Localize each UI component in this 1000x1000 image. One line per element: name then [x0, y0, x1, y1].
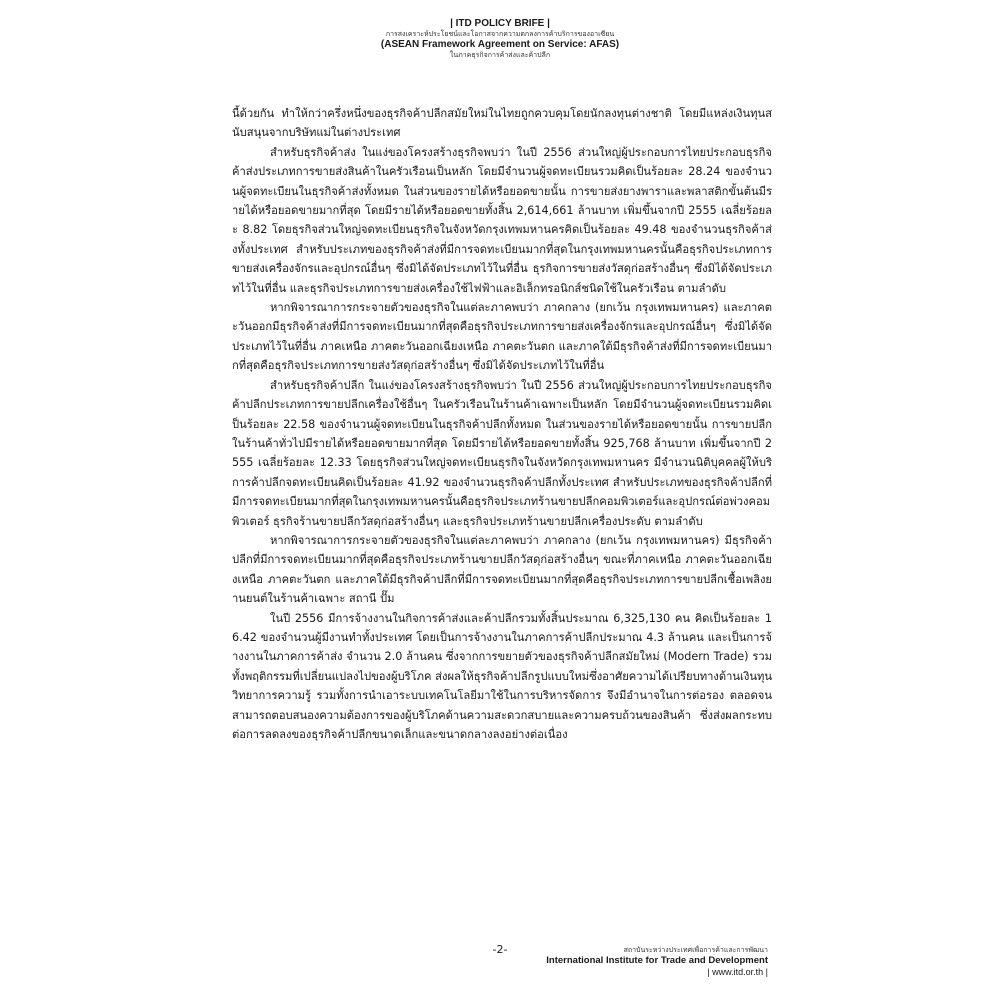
paragraph: หากพิจารณาการกระจายตัวของธุรกิจในแต่ละภาคพบว่า ภาคกลาง (ยกเว้น กรุงเทพมหานคร) มีธุรกิจค้าปลีกที่มีการจดทะเบียนมากที่สุดคือธุรกิจประเภทร้านขายปลีกวัสดุก่อสร้างอื่นๆ ขณะที่ภาคเหนือ ภาคตะวันออกเฉียงเหนือ ภาคตะวันตก และภาคใต้มีธุรกิจค้าปลีกที่มีการจดทะเบียนมากที่สุดคือธุรกิจประเภทการขายปลีกเชื้อเพลิงยานยนต์ในร้านค้าเฉพาะ สถานี ปั๊ม [232, 533, 772, 606]
body-text [232, 104, 772, 744]
page-number: -2- [492, 943, 508, 956]
header-afas: (ASEAN Framework Agreement on Service: AFAS) [380, 39, 620, 50]
header-subtitle: การสงเคราะห์ประโยชน์และโอกาสจากความตกลงการค้าบริการของอาเซียน [385, 30, 615, 38]
header-title: | ITD POLICY BRIFE | [450, 18, 550, 29]
paragraph: สำหรับธุรกิจค้าปลีก ในแง่ของโครงสร้างธุรกิจพบว่า ในปี 2556 ส่วนใหญ่ผู้ประกอบการไทยประกอบธุรกิจค้าปลีกประเภทการขายปลีกเครื่องใช้อื่นๆ ในครัวเรือนในร้านค้าเฉพาะเป็นหลัก โดยมีจำนวนผู้จดทะเบียนรวมคิดเป็นร้อยละ 22.58 ของจำนวนผู้จดทะเบียนในธุรกิจค้าปลีกทั้งหมด ในส่วนของรายได้หรือยอดขายนั้น การขายปลีกในร้านค้าทั่วไปมีรายได้หรือยอดขายมากที่สุด โดยมีรายได้หรือยอดขายทั้งสิ้น 925,768 ล้านบาท เพิ่มขึ้นจากปี 2555 เฉลี่ยร้อยละ 12.33 โดยธุรกิจส่วนใหญ่จดทะเบียนธุรกิจในจังหวัดกรุงเทพมหานคร มีจำนวนนิติบุคคลผู้ให้บริการค้าปลีกจดทะเบียนคิดเป็นร้อยละ 41.92 ของจำนวนธุรกิจค้าปลีกทั้งประเทศ สำหรับประเภทของธุรกิจค้าปลีกที่มีการจดทะเบียนมากที่สุดในกรุงเทพมหานครนั้นคือธุรกิจประเภทร้านขายปลีกคอมพิวเตอร์และอุปกรณ์ต่อพ่วงคอมพิวเตอร์ ธุรกิจร้านขายปลีกวัสดุก่อสร้างอื่นๆ และธุรกิจประเภทร้านขายปลีกเครื่องประดับ ตามลำดับ [232, 378, 772, 528]
header-sector: ในภาคธุรกิจการค้าส่งและค้าปลีก [449, 51, 551, 59]
paragraph: ในปี 2556 มีการจ้างงานในกิจการค้าส่งและค้าปลีกรวมทั้งสิ้นประมาณ 6,325,130 คน คิดเป็นร้อยละ 16.42 ของจำนวนผู้มีงานทำทั้งประเทศ โดยเป็นการจ้างงานในภาคการค้าปลีกประมาณ 4.3 ล้านคน และเป็นการจ้างงานในภาคการค้าส่ง จำนวน 2.0 ล้านคน ซึ่งจากการขยายตัวของธุรกิจค้าปลีกสมัยใหม่ (Modern Trade) รวมทั้งพฤติกรรมที่เปลี่ยนแปลงไปของผู้บริโภค ส่งผลให้ธุรกิจค้าปลีกรูปแบบใหม่ซึ่งอาศัยความได้เปรียบทางด้านเงินทุน วิทยาการความรู้ รวมทั้งการนำเอาระบบเทคโนโลยีมาใช้ในการบริหารจัดการ จึงมีอำนาจในการต่อรอง ตลอดจนสามารถตอบสนองความต้องการของผู้บริโภคด้านความสะดวกสบายและความครบถ้วนของสินค้า ซึ่งส่งผลกระทบต่อการลดลงของธุรกิจค้าปลีกขนาดเล็กและขนาดกลางลงอย่างต่อเนื่อง [232, 611, 772, 741]
footer-institute-name: International Institute for Trade and Development [546, 955, 768, 966]
footer-thai-name: สถาบันระหว่างประเทศเพื่อการค้าและการพัฒนา [623, 946, 768, 954]
paragraph: หากพิจารณาการกระจายตัวของธุรกิจในแต่ละภาคพบว่า ภาคกลาง (ยกเว้น กรุงเทพมหานคร) และภาคตะวันออกมีธุรกิจค้าส่งที่มีการจดทะเบียนมากที่สุดคือธุรกิจประเภทการขายส่งเครื่องจักรและอุปกรณ์อื่นๆ ซึ่งมิได้จัดประเภทไว้ในที่อื่น ภาคเหนือ ภาคตะวันออกเฉียงเหนือ ภาคตะวันตก และภาคใต้มีธุรกิจค้าส่งที่มีการจดทะเบียนมากที่สุดคือธุรกิจประเภทการขายส่งวัสดุก่อสร้างอื่นๆ ซึ่งมิได้จัดประเภทไว้ในที่อื่น [232, 301, 772, 373]
paragraph: นี้ด้วยกัน ทำให้กว่าครึ่งหนึ่งของธุรกิจค้าปลีกสมัยใหม่ในไทยถูกควบคุมโดยนักลงทุนต่างชาติ โดยมีแหล่งเงินทุนสนับสนุนจากบริษัทแม่ในต่างประเทศ [232, 107, 772, 140]
page-footer [468, 946, 768, 978]
page-header [0, 18, 1000, 60]
footer-url: | www.itd.or.th | [707, 967, 768, 977]
paragraph: สำหรับธุรกิจค้าส่ง ในแง่ของโครงสร้างธุรกิจพบว่า ในปี 2556 ส่วนใหญ่ผู้ประกอบการไทยประกอบธุรกิจ ค้าส่งประเภทการขายส่งสินค้าในครัวเรือนเป็นหลัก โดยมีจำนวนผู้จดทะเบียนรวมคิดเป็นร้อยละ 28.24 ของจำนวนผู้จดทะเบียนในธุรกิจค้าส่งทั้งหมด ในส่วนของรายได้หรือยอดขายนั้น การขายส่งยางพาราและพลาสติกขั้นต้นมีรายได้หรือยอดขายมากที่สุด โดยมีรายได้หรือยอดขายทั้งสิ้น 2,614,661 ล้านบาท เพิ่มขึ้นจากปี 2555 เฉลี่ยร้อยละ 8.82 โดยธุรกิจส่วนใหญ่จดทะเบียนธุรกิจในจังหวัดกรุงเทพมหานครคิดเป็นร้อยละ 49.48 ของจำนวนธุรกิจค้าส่งทั้งประเทศ สำหรับประเภทของธุรกิจค้าส่งที่มีการจดทะเบียนมากที่สุดในกรุงเทพมหานครนั้นคือธุรกิจประเภทการขายส่งเครื่องจักรและอุปกรณ์อื่นๆ ซึ่งมิได้จัดประเภทไว้ในที่อื่น ธุรกิจการขายส่งวัสดุก่อสร้างอื่นๆ ซึ่งมิได้จัดประเภทไว้ในที่อื่น และธุรกิจประเภทการขายส่งเครื่องใช้ไฟฟ้าและอิเล็กทรอนิกส์ชนิดใช้ในครัวเรือน ตามลำดับ [232, 145, 772, 295]
